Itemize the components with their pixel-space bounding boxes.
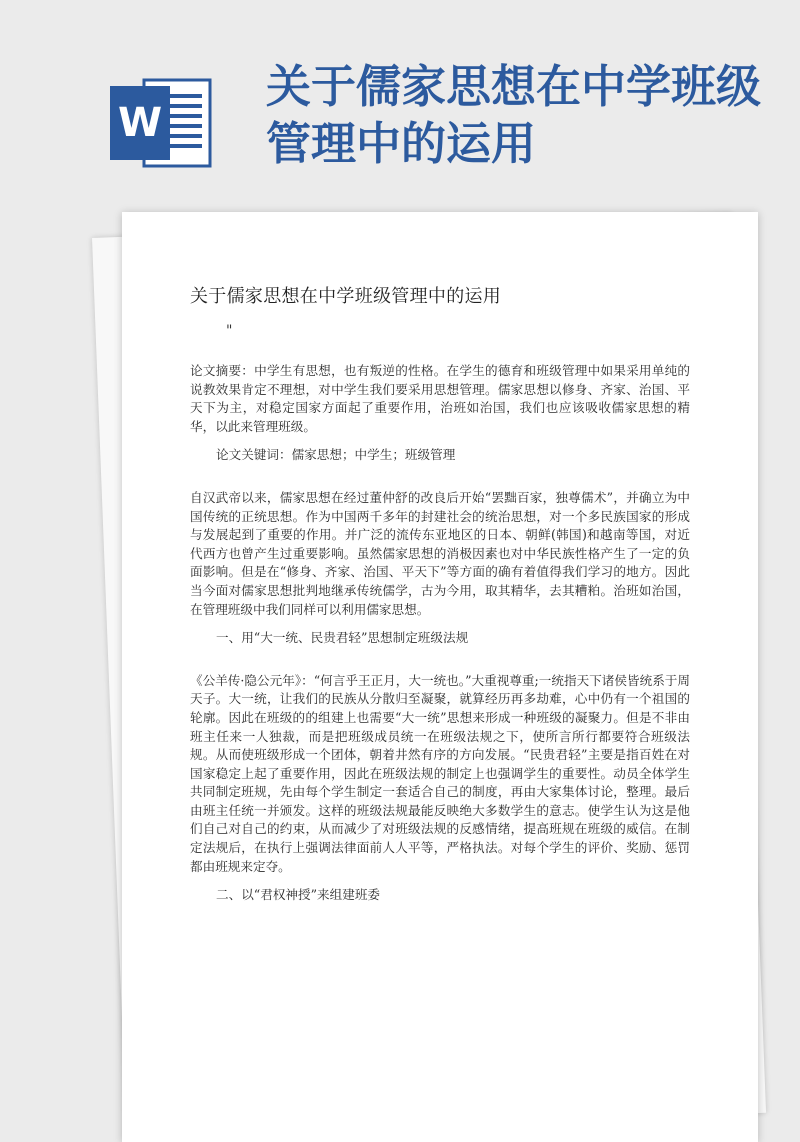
abstract-paragraph: 论文摘要：中学生有思想，也有叛逆的性格。在学生的德育和班级管理中如果采用单纯的说教效果肯定不理想，对中学生我们要采用思想管理。儒家思想以修身、齐家、治国、平天下为主，对稳定国家方面起了重要作用，治班如治国，我们也应该吸收儒家思想的精华，以此来管理班级。 (190, 363, 690, 434)
quote-mark: " (226, 323, 233, 339)
article-title: 关于儒家思想在中学班级管理中的运用 (190, 286, 502, 307)
section-1-paragraph: 《公羊传·隐公元年》：“何言乎王正月，大一统也。”大重视尊重;一统指天下诸侯皆统系于周天子。大一统，让我们的民族从分散归至凝聚，就算经历再多劫难，心中仍有一个祖国的轮廓。因此在班级的的组建上也需要“大一统”思想来形成一种班级的凝聚力。但是不非由班主任来一人独裁，而是把班级成员统一在班级法规之下，使所言所行都要符合班级法规。从而使班级形成一个团体，朝着井然有序的方向发展。“民贵君轻”主要是指百姓在对国家稳定上起了重要作用，因此在班级法规的制定上也强调学生的重要性。动员全体学生共同制定班规，先由每个学生制定一套适合自己的制度，再由大家集体讨论，整理。最后由班主任统一并颁发。这样的班级法规最能反映绝大多数学生的意志。使学生认为这是他们自己对自己的约束，从而减少了对班级法规的反感情绪，提高班规在班级的威信。在制定法规后，在执行上强调法律面前人人平等，严格执法。对每个学生的评价、奖励、惩罚都由班规来定夺。 (190, 672, 690, 874)
keywords-line: 论文关键词：儒家思想；中学生；班级管理 (216, 447, 456, 463)
document-content (190, 282, 690, 905)
word-icon-letter: W (117, 100, 163, 146)
page-title: 关于儒家思想在中学班级管理中的运用 (266, 60, 762, 170)
section-2-heading: 二、以“君权神授”来组建班委 (216, 887, 381, 903)
document-page (122, 212, 758, 1142)
section-1-heading: 一、用“大一统、民贵君轻”思想制定班级法规 (216, 630, 469, 646)
intro-paragraph: 自汉武帝以来，儒家思想在经过董仲舒的改良后开始“罢黜百家，独尊儒术”，并确立为中国传统的正统思想。作为中国两千多年的封建社会的统治思想，对一个多民族国家的形成与发展起到了重要的作用。并广泛的流传东亚地区的日本、朝鲜(韩国)和越南等国，对近代西方也曾产生过重要影响。虽然儒家思想的消极因素也对中华民族性格产生了一定的负面影响。但是在“修身、齐家、治国、平天下”等方面的确有着值得我们学习的地方。因此当今面对儒家思想批判地继承传统儒学，古为今用，取其精华，去其糟粕。治班如治国，在管理班级中我们同样可以利用儒家思想。 (190, 489, 690, 617)
word-document-icon (108, 72, 218, 172)
